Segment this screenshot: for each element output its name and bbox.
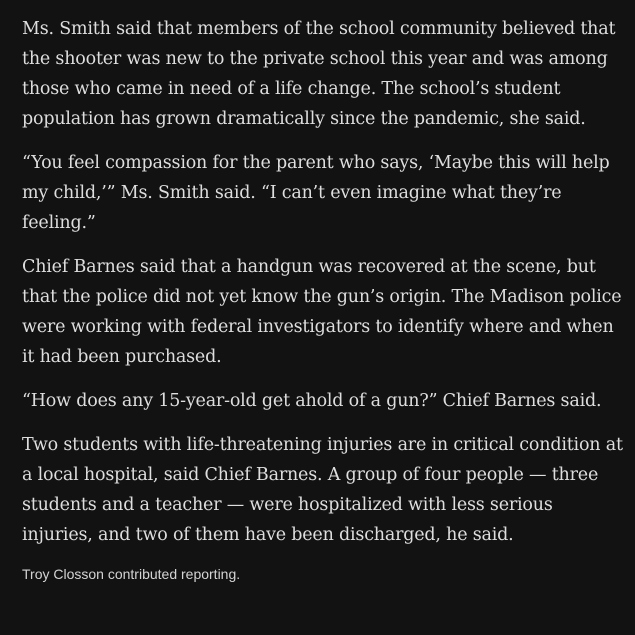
article-paragraph: “How does any 15-year-old get ahold of a gun?” Chief Barnes said. (22, 391, 602, 411)
article-body (22, 14, 626, 584)
article-paragraph: Chief Barnes said that a handgun was recovered at the scene, but that the police did not yet know the gun’s origin. The Madison police were working with federal investigators to identify where and when it had been purchased. (22, 257, 622, 367)
article-paragraph: “You feel compassion for the parent who says, ‘Maybe this will help my child,’” Ms. Smith said. “I can’t even imagine what they’re feeling.” (22, 153, 610, 233)
article-paragraph: Two students with life-threatening injuries are in critical condition at a local hospital, said Chief Barnes. A group of four people — three students and a teacher — were hospitalized with less serious injuries, and two of them have been discharged, he said. (22, 435, 623, 545)
contributor-credit: Troy Closson contributed reporting. (22, 566, 241, 582)
article-paragraph: Ms. Smith said that members of the school community believed that the shooter was new to the private school this year and was among those who came in need of a life change. The school’s student population has grown dramatically since the pandemic, she said. (22, 19, 616, 129)
